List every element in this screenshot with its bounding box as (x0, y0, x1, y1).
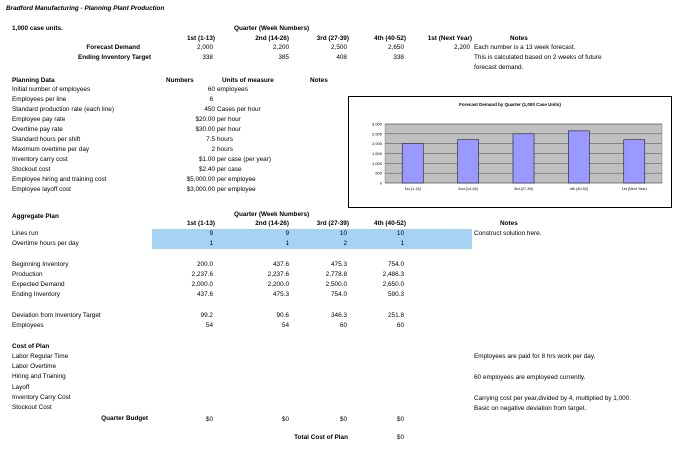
planning-row-label: Standard hours per shift (12, 136, 81, 143)
planning-row-label: Inventory carry cost (12, 156, 68, 163)
planning-row-unit: per hour (217, 116, 241, 123)
chart-ytick-label: 2,000 (371, 141, 382, 147)
quarter-budget-q1[interactable]: $0 (205, 416, 213, 423)
ending-inventory-target-label: Ending Inventory Target (77, 54, 151, 61)
planning-row-number[interactable]: $1.00 (199, 156, 215, 163)
forecast-notes-header: Notes (510, 35, 528, 42)
planning-row-number[interactable]: $3,000.00 (186, 186, 215, 193)
chart-xtick-label: 3rd (27-39) (514, 187, 533, 191)
chart-bar[interactable] (513, 134, 534, 183)
aggregate-header-q3: 3rd (27-39) (316, 220, 349, 227)
beginning-inventory-q4[interactable]: 754.0 (388, 261, 404, 268)
ending-inventory-q4[interactable]: 590.3 (388, 291, 404, 298)
chart-bar[interactable] (458, 140, 479, 183)
lines-run-q2-input[interactable]: 9 (285, 230, 289, 237)
forecast-header-q2: 2nd (14-26) (255, 35, 289, 42)
forecast-quarter-group-label: Quarter (Week Numbers) (234, 25, 310, 32)
expected-demand-q4[interactable]: 2,650.0 (382, 281, 404, 288)
aggregate-header-q4: 4th (40-52) (374, 220, 406, 227)
ending-inventory-q2[interactable]: 475.3 (273, 291, 289, 298)
planning-row-number[interactable]: 7.5 (206, 136, 215, 143)
forecast-demand-q3[interactable]: 2,500 (331, 44, 347, 51)
ending-inventory-target-note-1: This is calculated based on 2 weeks of future (474, 54, 602, 61)
cost-note-stockout: Basic on negative deviation from target. (474, 405, 587, 412)
forecast-demand-q2[interactable]: 2,200 (273, 44, 289, 51)
planning-notes-header: Notes (310, 77, 328, 84)
ending-inventory-target-q1[interactable]: 338 (202, 54, 213, 61)
chart-ytick-label: 3,000 (371, 121, 382, 127)
planning-row-label: Employee layoff cost (12, 186, 71, 193)
forecast-demand-note: Each number is a 13 week forecast. (474, 44, 576, 51)
chart-title: Forecast Demand by Quarter (1,000 Case Units) (459, 102, 561, 107)
overtime-hours-label: Overtime hours per day (12, 240, 79, 247)
forecast-demand-label: Forecast Demand (86, 44, 140, 51)
forecast-header-q1: 1st (1-13) (186, 35, 215, 42)
deviation-label: Deviation from Inventory Target (12, 312, 101, 319)
deviation-q2[interactable]: 90.6 (276, 312, 289, 319)
planning-row-number[interactable]: 450 (204, 106, 215, 113)
production-q1[interactable]: 2,237.6 (191, 271, 213, 278)
planning-row-unit: employees (217, 86, 248, 93)
ending-inventory-target-q2[interactable]: 385 (278, 54, 289, 61)
expected-demand-q1[interactable]: 2,000.0 (191, 281, 213, 288)
chart-ytick-label: 0 (379, 180, 382, 186)
chart-bar[interactable] (568, 131, 589, 183)
chart-ytick-label: 2,500 (371, 131, 382, 137)
aggregate-quarter-group-label: Quarter (Week Numbers) (234, 211, 310, 218)
planning-row-label: Employee pay rate (12, 116, 66, 123)
total-cost-value[interactable]: $0 (396, 434, 404, 441)
sheet-title: Bradford Manufacturing - Planning Plant Production (6, 5, 165, 12)
production-q4[interactable]: 2,486.3 (382, 271, 404, 278)
chart-xtick-label: 1st (1-13) (404, 187, 421, 191)
forecast-header-next-q1: 1st (Next Year) (427, 35, 472, 42)
planning-row-label: Standard production rate (each line) (12, 106, 114, 113)
planning-row-number[interactable]: 60 (207, 86, 215, 93)
ending-inventory-label: Ending Inventory (12, 291, 60, 298)
planning-row-unit: per case (per year) (217, 156, 271, 163)
lines-run-q3-input[interactable]: 10 (339, 230, 347, 237)
aggregate-notes-text: Construct solution here. (474, 230, 542, 237)
planning-row-label: Initial number of employees (12, 86, 91, 93)
cost-item-label: Labor Overtime (12, 363, 57, 370)
planning-row-number[interactable]: $2.40 (199, 166, 215, 173)
quarter-budget-q2[interactable]: $0 (281, 416, 289, 423)
beginning-inventory-q2[interactable]: 437.6 (273, 261, 289, 268)
chart-ytick-label: 1,000 (371, 160, 382, 166)
expected-demand-q3[interactable]: 2,500.0 (325, 281, 347, 288)
planning-row-label: Overtime pay rate (12, 126, 63, 133)
production-q2[interactable]: 2,237.6 (267, 271, 289, 278)
chart-ytick-label: 500 (375, 170, 382, 176)
chart-bar[interactable] (624, 140, 645, 183)
forecast-demand-chart-svg (349, 97, 671, 207)
ending-inventory-target-q4[interactable]: 338 (393, 54, 404, 61)
deviation-q4[interactable]: 251.8 (388, 312, 404, 319)
forecast-header-q4: 4th (40-52) (374, 35, 406, 42)
lines-run-q1-input[interactable]: 9 (209, 230, 213, 237)
planning-row-label: Employees per line (12, 96, 67, 103)
planning-row-label: Stockout cost (12, 166, 51, 173)
cost-note-hiring: 60 employees are employeed currently. (474, 374, 586, 381)
planning-row-number[interactable]: 6 (209, 96, 213, 103)
quarter-budget-label: Quarter Budget (101, 415, 148, 422)
planning-row-label: Maximum overtime per day (12, 146, 90, 153)
planning-row-label: Employee hiring and training cost (12, 176, 107, 183)
cost-item-label: Inventory Carry Cost (12, 394, 71, 401)
planning-numbers-header: Numbers (166, 77, 194, 84)
aggregate-header-q1: 1st (1-13) (186, 220, 215, 227)
production-label: Production (12, 271, 43, 278)
planning-row-unit: hours (217, 136, 233, 143)
beginning-inventory-q1[interactable]: 200.0 (197, 261, 213, 268)
ending-inventory-q1[interactable]: 437.6 (197, 291, 213, 298)
forecast-demand-next-q1[interactable]: 2,200 (454, 44, 470, 51)
planning-units-header: Units of measure (222, 77, 274, 84)
planning-row-unit: per hour (217, 126, 241, 133)
chart-xtick-label: 4th (40-52) (569, 187, 589, 191)
employees-q2[interactable]: 54 (281, 322, 289, 329)
cost-item-label: Hiring and Training (12, 373, 66, 380)
chart-ytick-label: 1,500 (371, 151, 382, 156)
planning-row-unit: Cases per hour (217, 106, 261, 113)
planning-row-number[interactable]: $20.00 (195, 116, 215, 123)
ending-inventory-q3[interactable]: 754.0 (331, 291, 347, 298)
planning-row-number[interactable]: 2 (211, 146, 215, 153)
quarter-budget-q3[interactable]: $0 (339, 416, 347, 423)
deviation-q1[interactable]: 99.2 (200, 312, 213, 319)
cost-item-label: Labor Regular Time (12, 353, 69, 360)
forecast-demand-q1[interactable]: 2,000 (197, 44, 213, 51)
planning-row-unit: per employee (217, 186, 256, 193)
planning-row-unit: per case (217, 166, 242, 173)
employees-q4[interactable]: 60 (396, 322, 404, 329)
overtime-q1-input[interactable]: 1 (209, 240, 213, 247)
overtime-q3-input[interactable]: 2 (343, 240, 347, 247)
total-cost-label: Total Cost of Plan (294, 434, 348, 441)
employees-q1[interactable]: 54 (205, 322, 213, 329)
lines-run-label: Lines run (12, 230, 39, 237)
planning-row-number[interactable]: $5,000.00 (186, 176, 215, 183)
planning-row-number[interactable]: $30.00 (195, 126, 215, 133)
planning-row-unit: per employee (217, 176, 256, 183)
beginning-inventory-q3[interactable]: 475.3 (331, 261, 347, 268)
employees-q3[interactable]: 60 (339, 322, 347, 329)
cost-item-label: Stockout Cost (12, 404, 52, 411)
expected-demand-label: Expected Demand (12, 281, 65, 288)
aggregate-notes-header: Notes (500, 220, 518, 227)
chart-bar[interactable] (402, 144, 423, 183)
employees-label: Employees (12, 322, 44, 329)
ending-inventory-target-note-2: forecast demand. (474, 64, 524, 71)
deviation-q3[interactable]: 346.3 (331, 312, 347, 319)
aggregate-header-q2: 2nd (14-26) (255, 220, 289, 227)
aggregate-plan-title: Aggregate Plan (12, 213, 59, 220)
lines-run-q4-input[interactable]: 10 (396, 230, 404, 237)
production-q3[interactable]: 2,778.8 (325, 271, 347, 278)
chart-xtick-label: 2nd (14-26) (458, 187, 478, 191)
cost-note-carry: Carrying cost per year,divided by 4, multiplied by 1,000. (474, 395, 632, 402)
cost-item-label: Layoff (12, 384, 30, 391)
expected-demand-q2[interactable]: 2,200.0 (267, 281, 289, 288)
forecast-header-q3: 3rd (27-39) (316, 35, 349, 42)
forecast-demand-q4[interactable]: 2,650 (388, 44, 404, 51)
planning-row-unit: hours (217, 146, 233, 153)
planning-data-title: Planning Data (12, 77, 55, 84)
cost-of-plan-title: Cost of Plan (12, 343, 50, 350)
beginning-inventory-label: Beginning Inventory (12, 261, 69, 268)
ending-inventory-target-q3[interactable]: 408 (336, 54, 347, 61)
units-note: 1,000 case units. (12, 25, 63, 32)
quarter-budget-q4[interactable]: $0 (396, 416, 404, 423)
overtime-q4-input[interactable]: 1 (400, 240, 404, 247)
overtime-q2-input[interactable]: 1 (285, 240, 289, 247)
chart-xtick-label: 1st (Next Year) (621, 187, 647, 191)
forecast-demand-chart[interactable] (348, 96, 672, 208)
cost-note-labor: Employees are paid for 8 hrs work per day. (474, 353, 596, 360)
